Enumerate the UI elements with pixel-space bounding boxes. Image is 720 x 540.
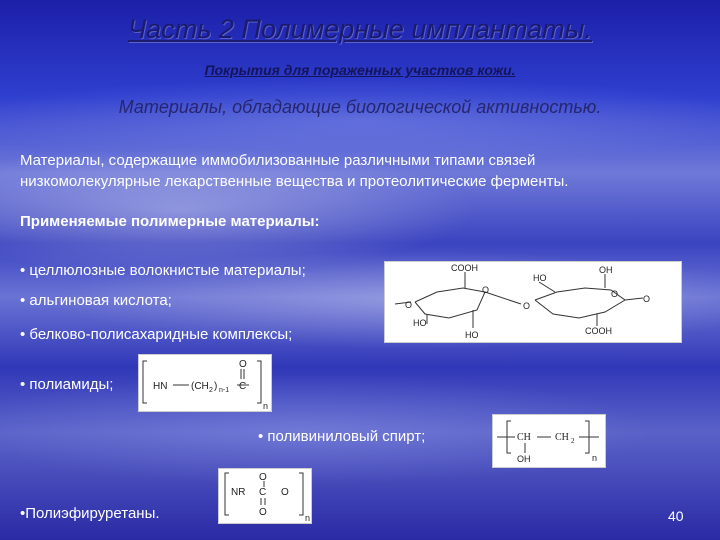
- pu-o-bottom: O: [259, 507, 267, 518]
- alginate-formula: [384, 261, 682, 343]
- polyamide-sub2: 2: [209, 387, 213, 394]
- bullet-polyamides: • полиамиды;: [20, 376, 114, 393]
- label-ho-bottom-left: HO: [413, 318, 427, 328]
- label-cooh-bottom: COOH: [585, 326, 612, 336]
- pu-c: C: [259, 487, 267, 498]
- label-oh-top: OH: [599, 265, 613, 275]
- label-o-link-mid: O: [523, 301, 531, 311]
- pu-o-right: O: [281, 487, 289, 498]
- materials-heading: Материалы, обладающие биологической активностью.: [118, 97, 602, 117]
- bullet-cellulose: • целлюлозные волокнистые материалы;: [20, 262, 306, 279]
- pva-formula: [492, 414, 606, 468]
- label-o-link-right: O: [643, 294, 651, 304]
- bullet-protein-polysaccharide: • белково-полисахаридные комплексы;: [20, 326, 293, 343]
- polyamide-o: O: [239, 359, 247, 370]
- bullet-pva: • поливиниловый спирт;: [258, 428, 426, 445]
- label-o-ring2: O: [611, 289, 619, 299]
- applied-materials-heading: Применяемые полимерные материалы:: [20, 213, 320, 230]
- bullet-alginic-acid: • альгиновая кислота;: [20, 292, 172, 309]
- polyamide-hn: HN: [153, 381, 168, 392]
- polyamide-formula: [138, 354, 272, 412]
- description: [20, 150, 710, 192]
- polyamide-structure-diagram: [139, 355, 271, 411]
- slide-subtitle: Покрытия для пораженных участков кожи.: [204, 62, 516, 78]
- label-ho-bottom: HO: [465, 330, 479, 340]
- label-o-ring1: O: [482, 285, 490, 295]
- pu-nr: NR: [231, 487, 246, 498]
- pu-n: n: [305, 513, 311, 523]
- pva-ch2: CH: [555, 432, 569, 443]
- polyamide-c: C: [239, 381, 247, 392]
- slide-title: Часть 2 Полимерные имплантаты.: [128, 14, 592, 44]
- label-ho-mid: HO: [533, 273, 547, 283]
- description-line-2: низкомолекулярные лекарственные вещества и протеолитические ферменты.: [20, 173, 569, 190]
- pva-sub2: 2: [571, 437, 575, 445]
- polyurethane-structure-diagram: [219, 469, 311, 523]
- polyamide-paren: ): [214, 381, 218, 392]
- pva-structure-diagram: [493, 415, 605, 467]
- pu-o-top: O: [259, 472, 267, 483]
- bullet-polyurethanes: •Полиэфируретаны.: [20, 505, 160, 522]
- polyurethane-formula: [218, 468, 312, 524]
- pva-ch: CH: [517, 432, 531, 443]
- page-number: 40: [668, 508, 684, 524]
- polyamide-subscript: n-1: [219, 387, 230, 394]
- label-cooh-top: COOH: [451, 263, 478, 273]
- alginate-structure-diagram: [385, 262, 681, 342]
- pva-n: n: [592, 453, 598, 463]
- polyamide-n: n: [263, 401, 269, 411]
- polyamide-ch2: (CH: [191, 381, 209, 392]
- pva-oh: OH: [517, 454, 531, 464]
- label-o-link-left: O: [405, 300, 413, 310]
- description-line-1: Материалы, содержащие иммобилизованные различными типами связей: [20, 152, 536, 169]
